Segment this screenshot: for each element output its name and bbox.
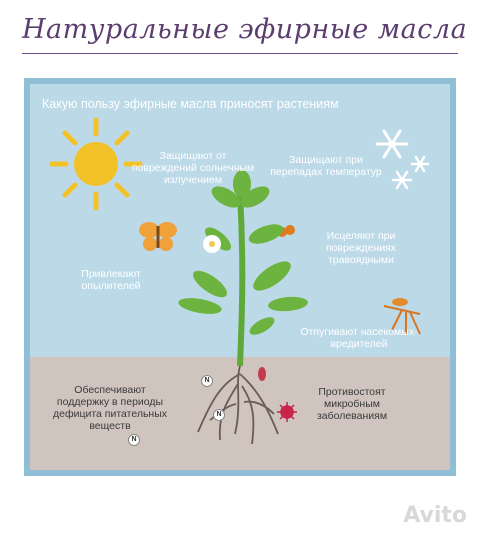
infographic-panel [24, 78, 456, 476]
label-repel-pests: Отпугивают насекомых-вредителей [300, 326, 418, 350]
nitrogen-icon: N [201, 375, 213, 387]
nitrogen-icon: N [128, 434, 140, 446]
infographic-title: Какую пользу эфирные масла приносят растениям [42, 97, 339, 111]
butterfly-icon [139, 222, 177, 251]
label-temperature-protection: Защищают при перепадах температур [270, 154, 382, 178]
label-antimicrobial: Противостоят микробным заболеваниям [316, 386, 388, 422]
bug-icon [258, 367, 266, 381]
nitrogen-icon: N [213, 409, 225, 421]
watermark: Avito [403, 503, 467, 528]
label-attract-pollinators: Привлекают опылителей [81, 268, 141, 292]
title-underline [22, 53, 458, 54]
microbe-icon [277, 402, 297, 422]
page-title: Натуральные эфирные масла [22, 14, 468, 45]
flower-icon [203, 235, 221, 253]
plant-stem [240, 194, 242, 366]
label-sun-protection: Защищают от повреждений солнечным излучением [131, 150, 255, 186]
label-herbivore-healing: Исцеляют при повреждениях травоядными [325, 230, 397, 266]
label-nutrient-support: Обеспечивают поддержку в периоды дефицита питательных веществ [52, 384, 168, 432]
snowflake-icon-small-2 [393, 172, 411, 188]
sun-icon [52, 120, 140, 208]
snowflake-icon-small [412, 157, 428, 171]
